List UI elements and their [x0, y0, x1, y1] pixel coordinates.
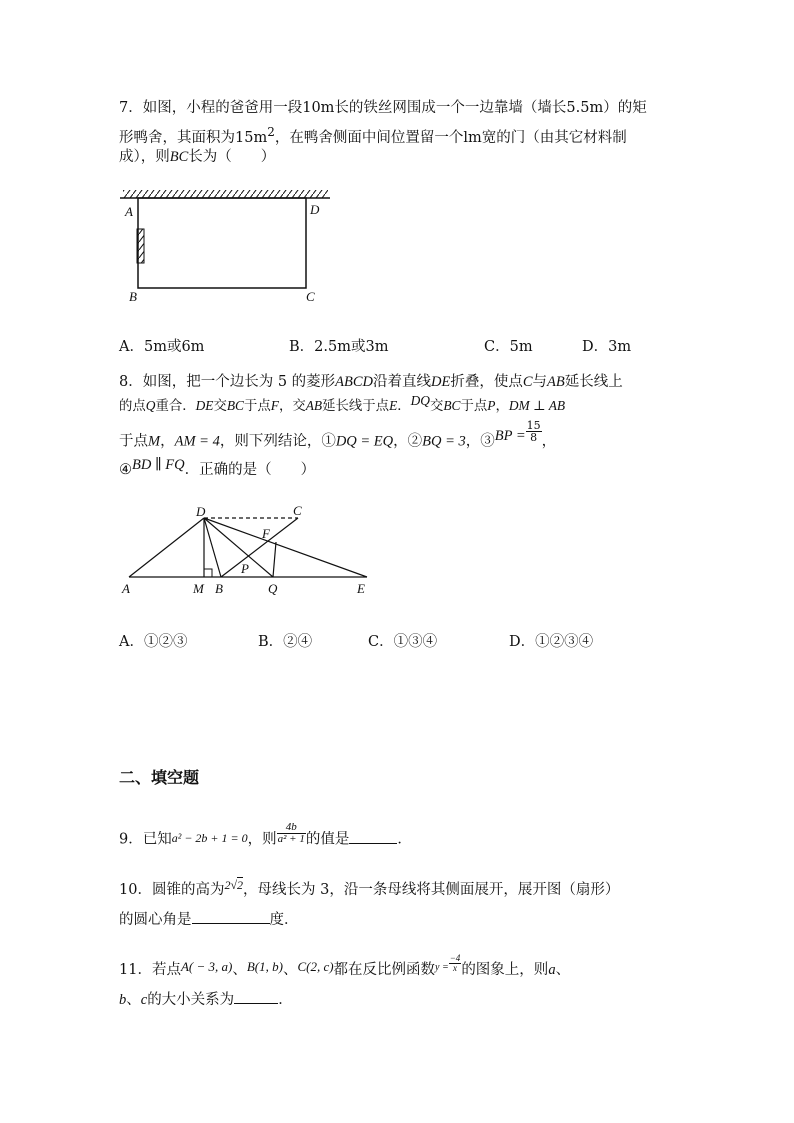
q8-label-a: A	[122, 581, 130, 596]
q7-label-b: B	[129, 289, 137, 304]
q8-option-d[interactable]: D．①②③④	[509, 634, 594, 650]
q8-label-b: B	[215, 581, 223, 596]
q8-line-3: 于点M，AM = 4，则下列结论，①DQ = EQ，②BQ = 3，③BP = $\frac{15}{8}$ ，	[119, 419, 557, 450]
q10-line-1: 10．圆锥的高为$^{2√2}$，母线长为 3，沿一条母线将其侧面展开，展开图（扇形）	[119, 878, 620, 898]
q9-line: 9．已知a² − 2b + 1 = 0，则 $\frac{4b}{\text{a² + 1}}$ 的值是 ．	[119, 821, 412, 848]
q7-option-b[interactable]: B．2.5m或3m	[289, 339, 389, 355]
q10-answer-blank[interactable]	[192, 911, 270, 924]
q8-label-m: M	[193, 581, 204, 596]
q8-option-c[interactable]: C．①③④	[368, 634, 438, 650]
q7-label-a: A	[125, 204, 133, 219]
q8-line-fq	[273, 542, 276, 577]
q11-fraction: $\frac{-4}{x}$	[449, 952, 461, 973]
q8-line-ad	[129, 518, 204, 577]
q8-line-1: 8．如图，把一个边长为 5 的菱形ABCD沿着直线DE折叠，使点C与AB延长线上	[119, 374, 623, 390]
q8-label-e: E	[357, 581, 365, 596]
q8-label-q: Q	[268, 581, 278, 596]
q8-right-angle	[204, 569, 212, 577]
q7-figure	[115, 186, 335, 306]
q8-line-2: 的点Q重合．DE交BC于点F，交AB延长线于点E．DQ交BC于点P，DM ⊥ AB	[119, 393, 566, 414]
q8-line-4: ④BD ∥ FQ．正确的是（ ）	[119, 457, 316, 478]
q7-label-c: C	[306, 289, 315, 304]
q8-label-p: P	[241, 561, 249, 576]
q7-option-d[interactable]: D．3m	[582, 339, 632, 355]
q11-line-1: 11．若点A( − 3, a)、B(1, b)、C(2, c)都在反比例函数$^{y =}$ $\frac{-4}{x}$ 的图象上，则a、	[119, 952, 571, 978]
q7-line-2: 形鸭舍，其面积为$15m^2$，在鸭舍侧面中间位置留一个lm宽的门（由其它材料制	[119, 125, 627, 146]
q8-option-b[interactable]: B．②④	[258, 634, 313, 650]
sqrt-icon: √	[230, 878, 238, 892]
q8-figure	[115, 500, 385, 600]
q7-option-a[interactable]: A．5m或6m	[119, 339, 205, 355]
q7-line-3: 成），则BC长为（ ）	[119, 149, 276, 165]
q8-line-db	[204, 518, 221, 577]
q8-label-d: D	[196, 504, 206, 519]
q8-option-a[interactable]: A．①②③	[119, 634, 188, 650]
q8-fraction-bp: $\frac{15}{8}$	[526, 419, 541, 444]
q11-line-2: b、c的大小关系为 ．	[119, 992, 293, 1008]
q10-line-2: 的圆心角是 度．	[119, 912, 299, 928]
q9-answer-blank[interactable]	[349, 831, 397, 844]
q7-option-c[interactable]: C．5m	[484, 339, 533, 355]
section-title-fill-in: 二、填空题	[119, 768, 200, 787]
q7-rectangle	[138, 198, 306, 288]
q7-door	[137, 229, 144, 263]
q9-fraction: $\frac{4b}{\text{a² + 1}}$	[277, 821, 305, 845]
q8-label-c: C	[293, 503, 302, 518]
q7-label-d: D	[310, 202, 320, 217]
q11-answer-blank[interactable]	[234, 991, 278, 1004]
q8-label-f: F	[262, 526, 270, 541]
q10-radical: 2√2	[224, 878, 244, 892]
q7-line-1: 7．如图，小程的爸爸用一段10m长的铁丝网围成一个一边靠墙（墙长5.5m）的矩	[119, 100, 647, 116]
q7-wall-hatch	[123, 190, 328, 198]
